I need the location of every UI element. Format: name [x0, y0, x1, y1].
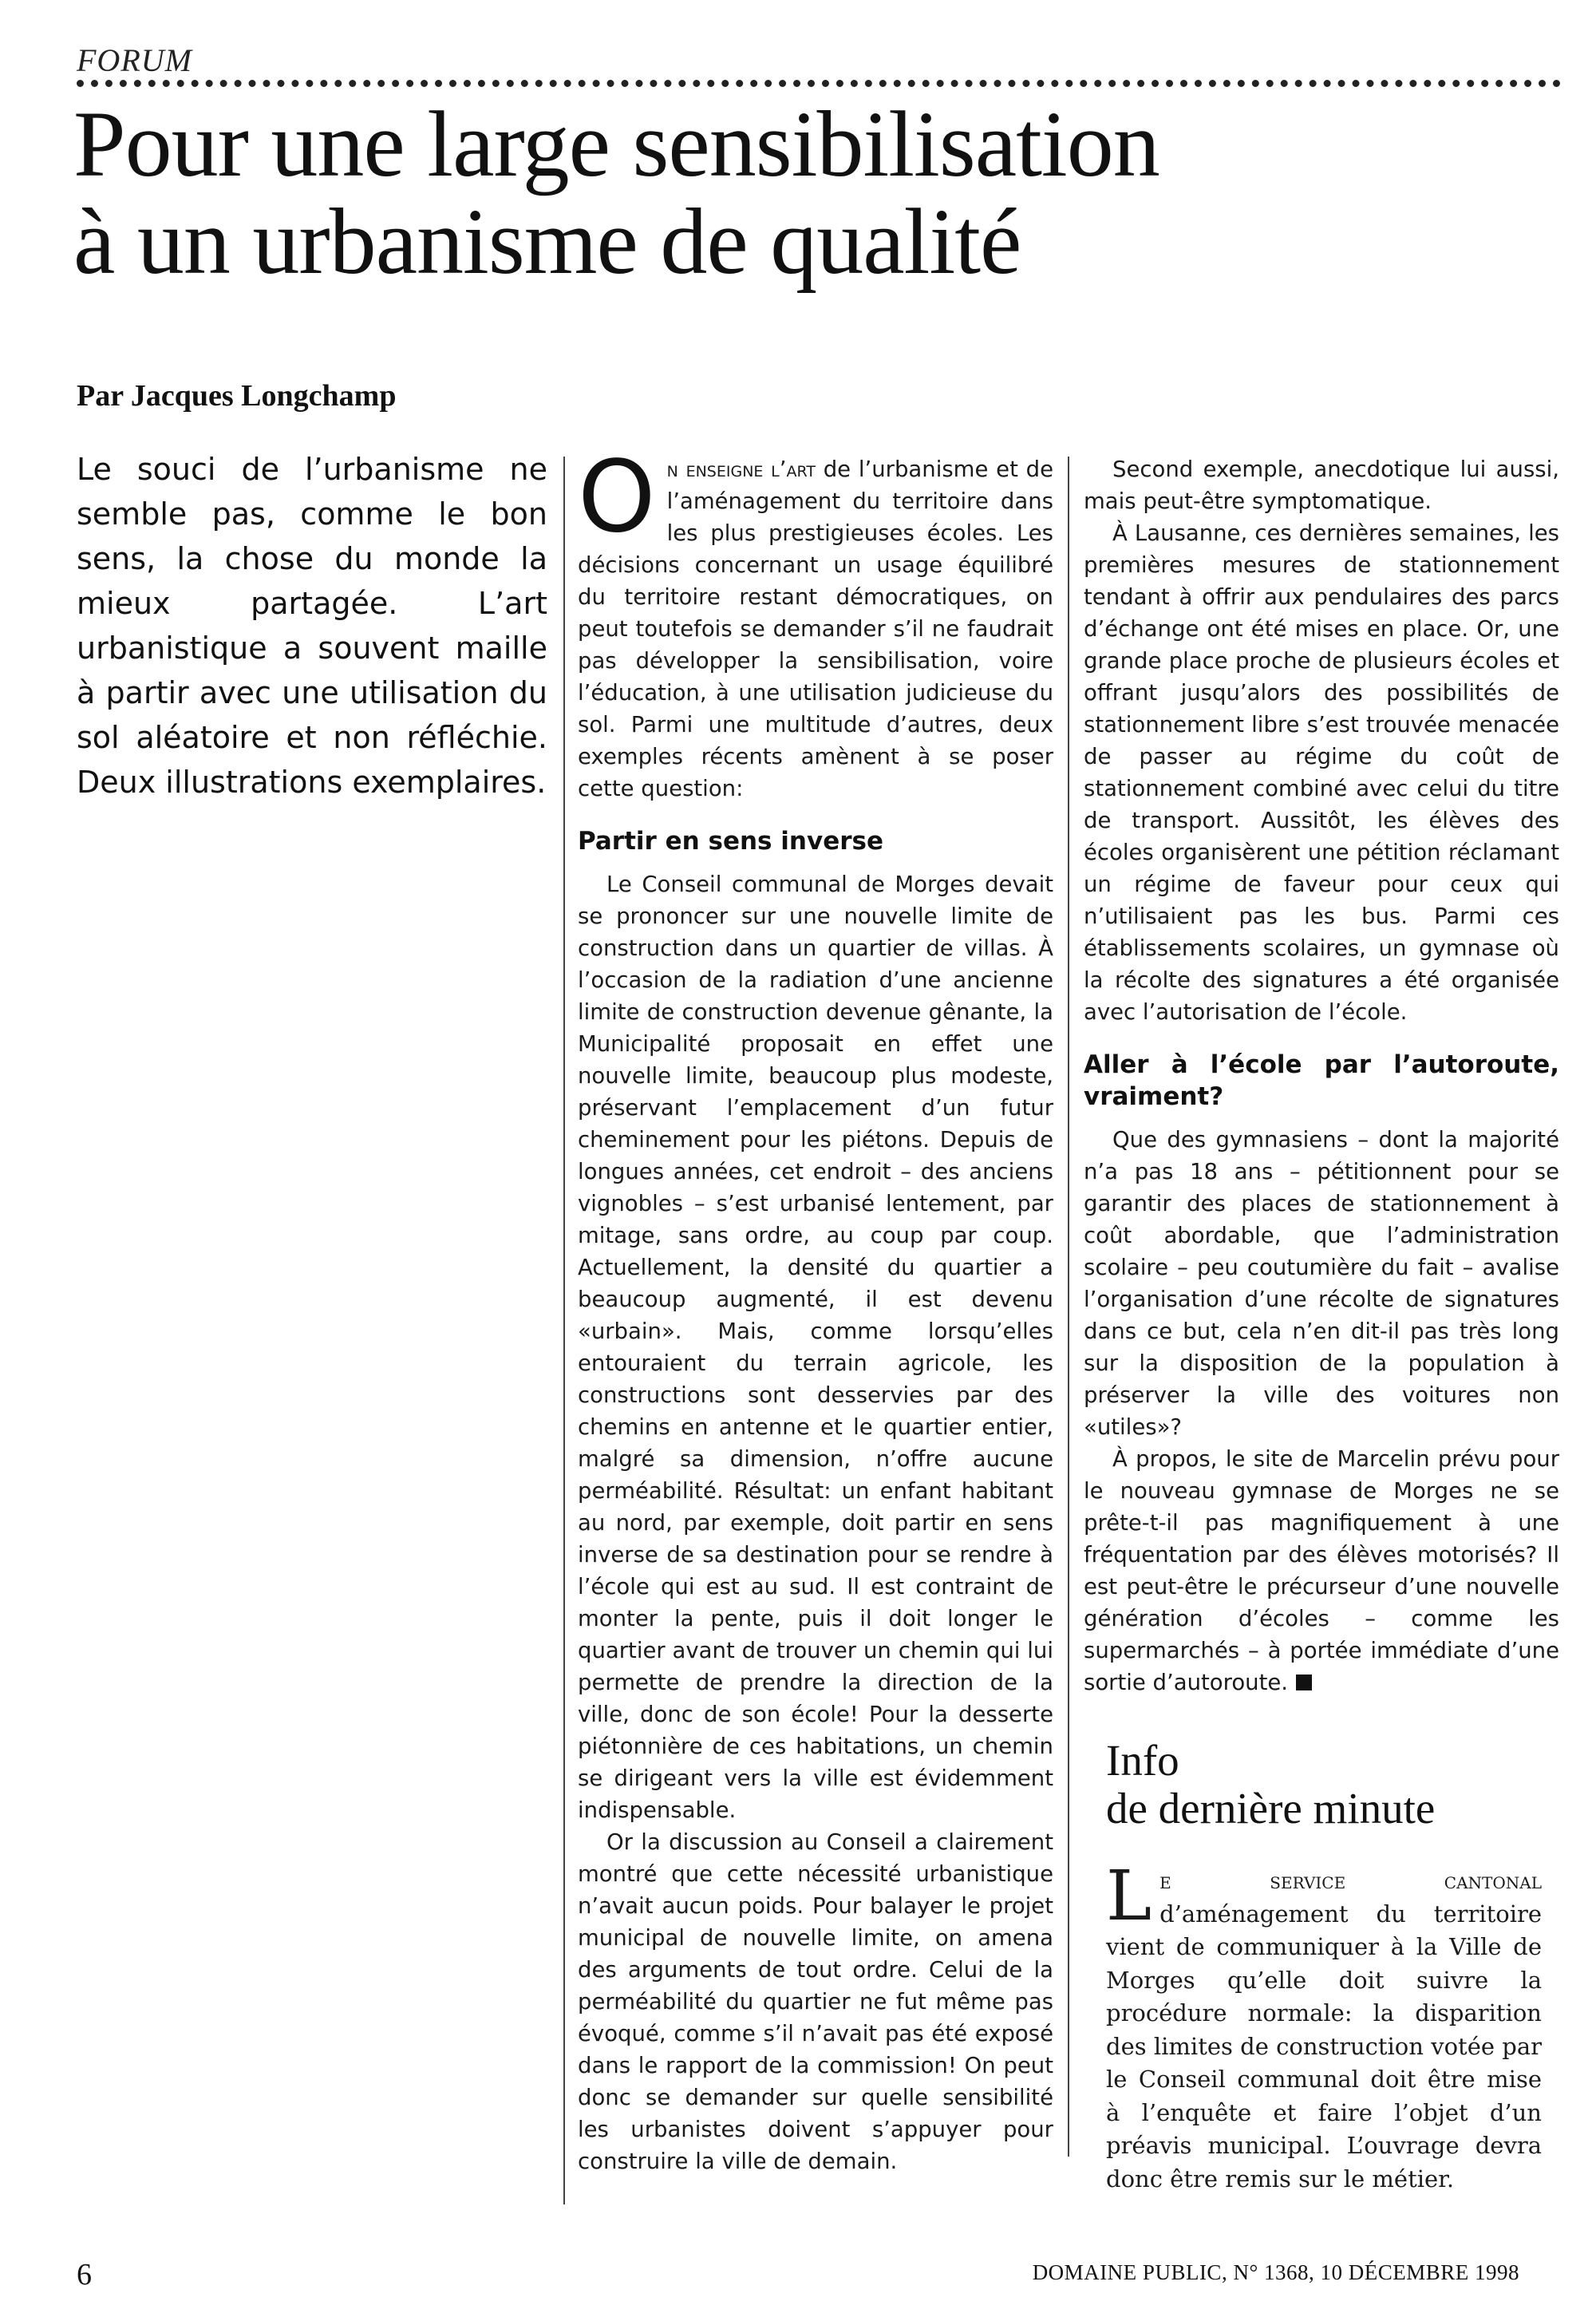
page-number: 6 [77, 2258, 92, 2291]
column-rule-2 [1068, 457, 1069, 2157]
column-rule-1 [563, 457, 565, 2204]
publication-footer: DOMAINE PUBLIC, N° 1368, 10 DÉCEMBRE 1998 [1032, 2260, 1519, 2284]
column-paragraph: À Lausanne, ces dernières semaines, les premières mesures de stationnement tendant à offrir aux pendulaires des parcs d’échange ont été mises en place. Or, une grande place proche de plusieurs écoles et offrant jusqu’alors des possibilités de stationnement libre s’est trouvée menacée de passer au régime du coût de stationnement combiné avec celui du titre de transport. Aussitôt, les élèves des écoles organisèrent une pétition réclamant un régime de faveur pour ceux qui n’utilisaient pas les bus. Parmi ces établissements scolaires, un gymnase où la récolte des signatures a été organisée avec l’autorisation de l’école. [1084, 520, 1559, 1025]
paragraph-text: de l’urbanisme et de l’aménagement du territoire dans les plus prestigieuses écoles. Les décisions concernant un usage équilibré du territoire restant démocratiques, on peut toutefois se demander s’il ne faudrait pas développer la sensibilisation, voire l’éducation, à une utilisation judicieuse du sol. Parmi une multitude d’autres, deux exemples récents amènent à se poser cette question: [578, 457, 1053, 801]
byline: Par Jacques Longchamp [77, 379, 397, 413]
column-paragraph: Que des gymnasiens – dont la majorité n’a pas 18 ans – pétitionnent pour se garantir des places de stationnement à coût abordable, que l’administration scolaire – peu coutumière du fait – avalise l’organisation d’une récolte de signatures dans ce but, cela n’en dit-il pas très long sur la disposition de la population à préserver la ville des voitures non «utiles»? [1084, 1127, 1559, 1440]
column-paragraph: Le Conseil communal de Morges devait se prononcer sur une nouvelle limite de construction dans un quartier de villas. À l’occasion de la radiation d’une ancienne limite de construction devenue gênante, la Municipalité proposait en effet une nouvelle limite, beaucoup plus modeste, préservant l’emplacement d’un futur cheminement pour les piétons. Depuis de longues années, cet endroit – des anciens vignobles – s’est urbanisé lentement, par mitage, sans ordre, au coup par coup. Actuellement, la densité du quartier a beaucoup augmenté, il est devenu «urbain». Mais, comme lorsqu’elles entouraient du terrain agricole, les constructions sont desservies par des chemins en antenne et le quartier entier, malgré sa dimension, n’offre aucune perméabilité. Résultat: un enfant habitant au nord, par exemple, doit partir en sens inverse de sa destination pour se rendre à l’école qui est au sud. Il est contraint de monter la pente, puis il doit longer le quartier avant de trouver un chemin qui lui permette de prendre la direction de la ville, donc de son école! Pour la desserte piétonnière de ces habitations, un chemin se dirigeant vers la ville est évidemment indispensable. [578, 872, 1053, 1823]
drop-cap: O [578, 440, 656, 555]
paragraph-text: À propos, le site de Marcelin prévu pour le nouveau gymnase de Morges ne se prête-t-il pas magnifiquement à une fréquentation par des élèves motorisés? Il est peut-être le précurseur d’une nouvelle génération d’écoles – comme les supermarchés – à portée immédiate d’une sortie d’autoroute. [1084, 1446, 1559, 1695]
article-column-middle [578, 440, 1053, 2177]
end-of-article-mark [1296, 1675, 1312, 1690]
column-paragraph [578, 440, 1053, 805]
info-box-text [1106, 1856, 1542, 2196]
info-box-title [1106, 1737, 1542, 1833]
section-label: FORUM [77, 42, 192, 78]
paragraph-text: d’aménagement du territoire vient de communiquer à la Ville de Morges qu’elle doit suivre la procédure normale: la disparition des limites de construction votée par le Conseil communal doit être mise à l’enquête et faire l’objet d’un préavis municipal. L’ouvrage devra donc être remis sur le métier. [1106, 1900, 1542, 2192]
drop-cap: L [1106, 1856, 1152, 1936]
article-title-line-1: Pour une large sensibilisation [73, 92, 1159, 196]
article-title-line-2: à un urbanisme de qualité [73, 189, 1021, 294]
column-paragraph: Second exemple, anecdotique lui aussi, mais peut-être symptomatique. [1084, 457, 1559, 514]
lede-paragraph: Le souci de l’urbanisme ne semble pas, comme le bon sens, la chose du monde la mieux partagée. L’art urbanistique a souvent maille à partir avec une utilisation du sol aléatoire et non réfléchie. Deux illustrations exemplaires. [77, 452, 547, 800]
article-title [73, 92, 1478, 294]
subheading: Aller à l’école par l’autoroute, vraiment? [1084, 1050, 1559, 1111]
lead-in-smallcaps: e service cantonal [1159, 1867, 1542, 1894]
column-paragraph: Or la discussion au Conseil a clairement montré que cette nécessité urbanistique n’avait aucun poids. Pour balayer le projet municipal de nouvelle limite, on amena des arguments de tout ordre. Celui de la perméabilité du quartier ne fut même pas évoqué, comme s’il n’avait pas été exposé dans le rapport de la commission! On peut donc se demander sur quelle sensibilité les urbanistes doivent s’appuyer pour construire la ville de demain. [578, 1829, 1053, 2174]
info-box [1106, 1737, 1542, 2196]
info-box-title-line-1: Info [1106, 1736, 1179, 1785]
dotted-rule [77, 80, 1561, 87]
article-column-right [1084, 453, 1559, 1698]
lead-in-smallcaps: n enseigne l’art [666, 457, 816, 482]
info-box-title-line-2: de dernière minute [1106, 1784, 1436, 1833]
column-paragraph [1084, 1443, 1559, 1698]
subheading: Partir en sens inverse [578, 827, 883, 856]
